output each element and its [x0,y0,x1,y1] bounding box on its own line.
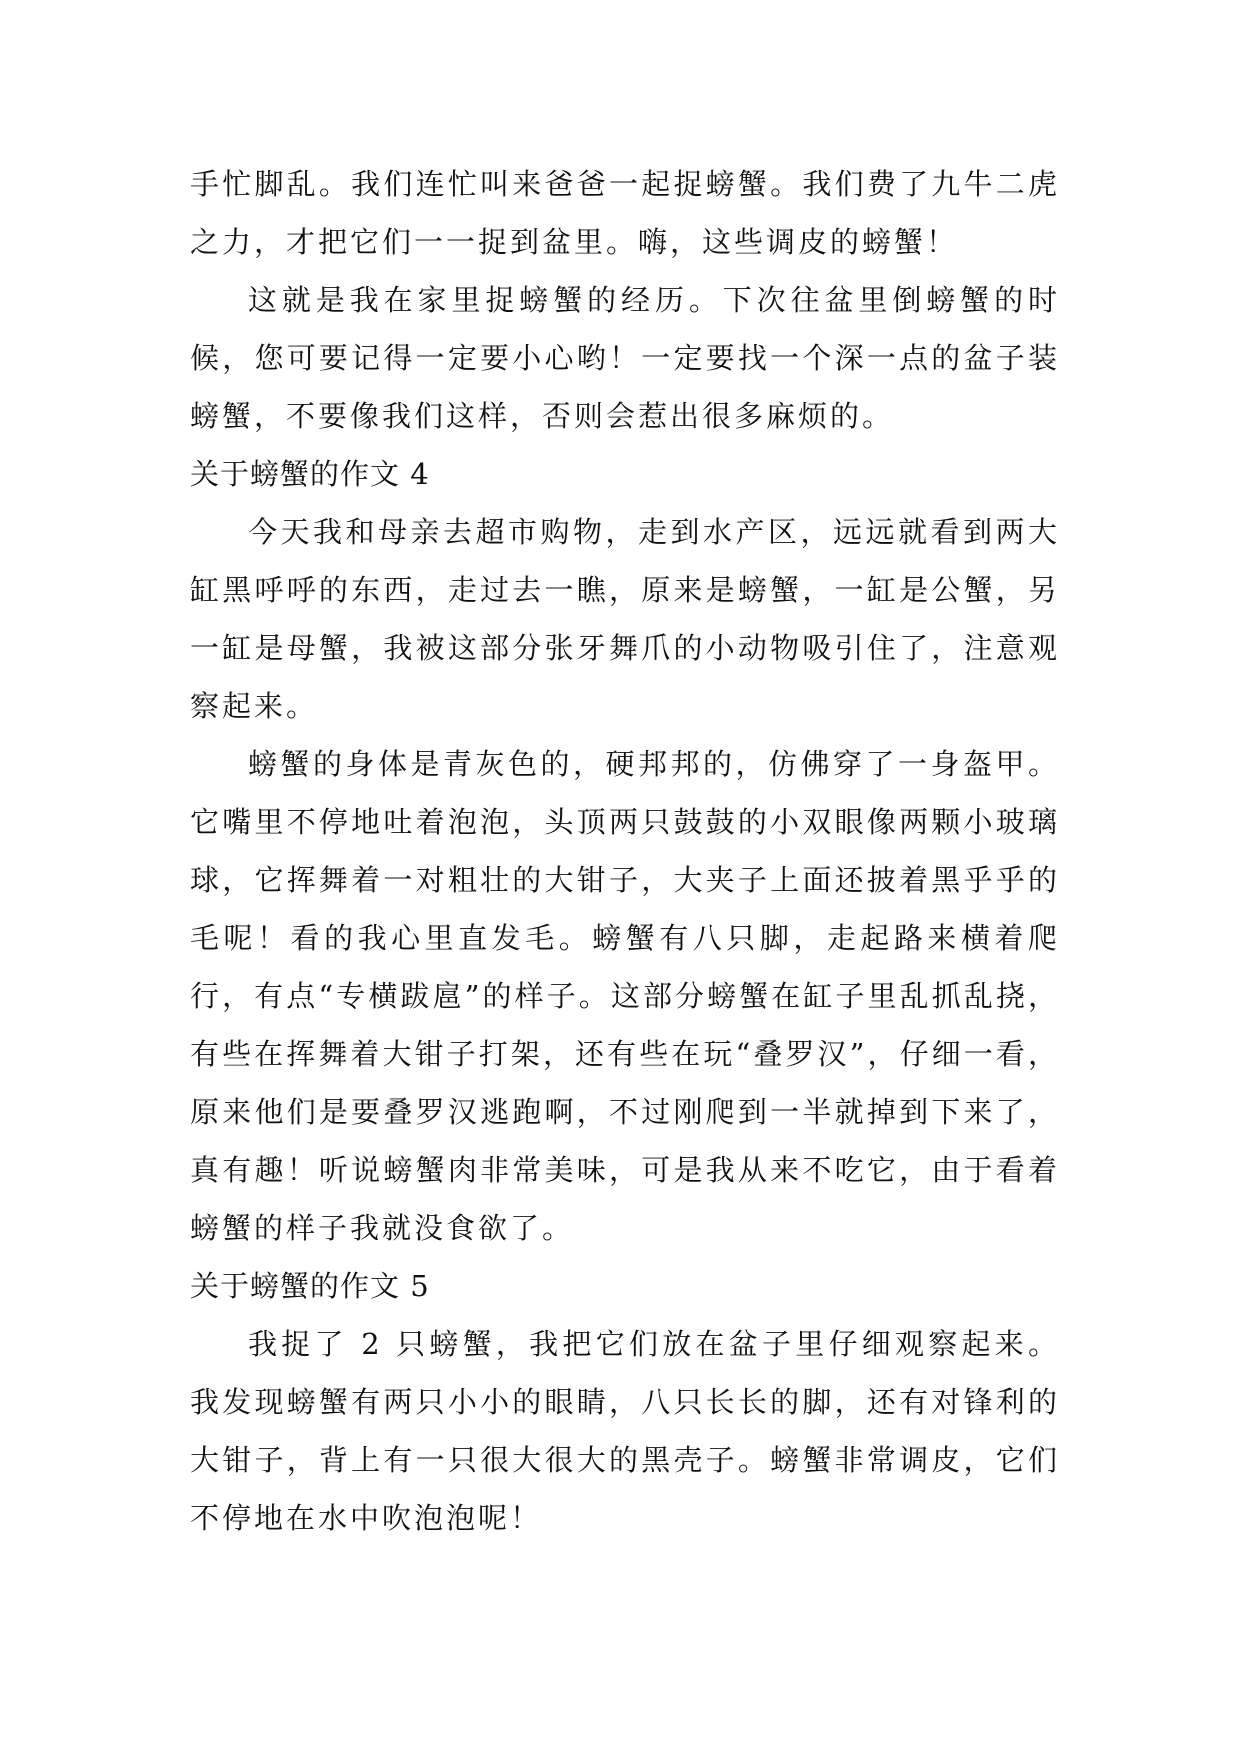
paragraph: 我捉了 2 只螃蟹，我把它们放在盆子里仔细观察起来。我发现螃蟹有两只小小的眼睛，八只长长的脚，还有对锋利的大钳子，背上有一只很大很大的黑壳子。螃蟹非常调皮，它们不停地在水中吹泡泡呢！ [190,1327,1060,1535]
paragraph: 今天我和母亲去超市购物，走到水产区，远远就看到两大缸黑呼呼的东西，走过去一瞧，原来是螃蟹，一缸是公蟹，另一缸是母蟹，我被这部分张牙舞爪的小动物吸引住了，注意观察起来。 [190,515,1060,723]
paragraph: 这就是我在家里捉螃蟹的经历。下次往盆里倒螃蟹的时候，您可要记得一定要小心哟！一定要找一个深一点的盆子装螃蟹，不要像我们这样，否则会惹出很多麻烦的。 [190,283,1060,433]
paragraph-continued: 手忙脚乱。我们连忙叫来爸爸一起捉螃蟹。我们费了九牛二虎之力，才把它们一一捉到盆里。嗨，这些调皮的螃蟹！ [190,167,1060,259]
section-heading: 关于螃蟹的作文 5 [190,1269,430,1303]
section-heading: 关于螃蟹的作文 4 [190,457,430,491]
paragraph: 螃蟹的身体是青灰色的，硬邦邦的，仿佛穿了一身盔甲。它嘴里不停地吐着泡泡，头顶两只鼓鼓的小双眼像两颗小玻璃球，它挥舞着一对粗壮的大钳子，大夹子上面还披着黑乎乎的毛呢！看的我心里直发毛。螃蟹有八只脚，走起路来横着爬行，有点“专横跋扈”的样子。这部分螃蟹在缸子里乱抓乱挠，有些在挥舞着大钳子打架，还有些在玩“叠罗汉”，仔细一看，原来他们是要叠罗汉逃跑啊，不过刚爬到一半就掉到下来了，真有趣！听说螃蟹肉非常美味，可是我从来不吃它，由于看着螃蟹的样子我就没食欲了。 [190,747,1060,1245]
document-body [190,155,1060,1547]
